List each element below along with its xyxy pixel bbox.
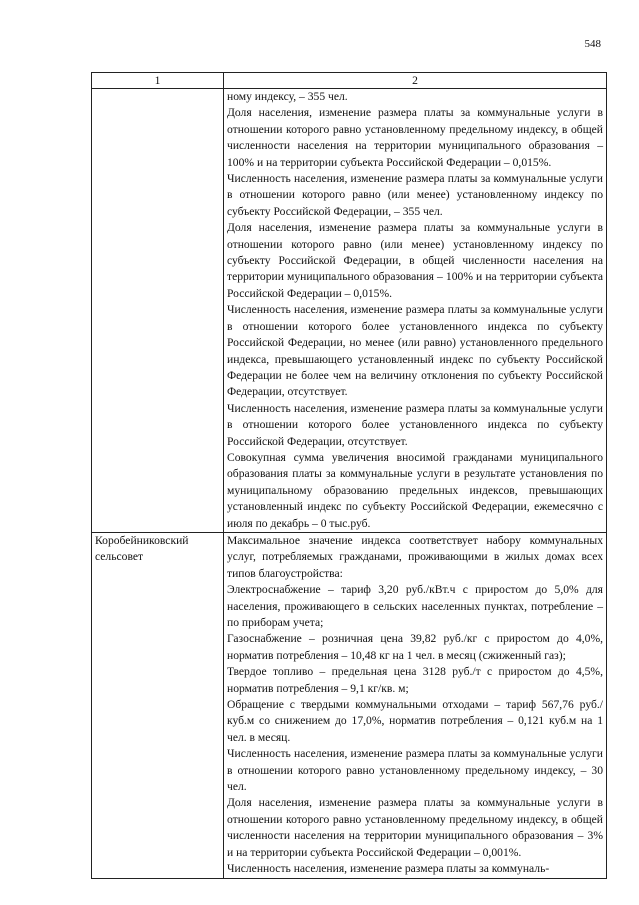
paragraph: Численность населения, изменение размера платы за коммунальные услуги в отношении которого более установленного индекса по субъекту Российской Федерации, но менее (или равно) установленного предельного индекса, превышающего установленный индекс по субъекту Российской Федерации не более чем на величину отклонения по субъекту Российской Федерации, отсутствует. xyxy=(227,303,603,399)
paragraph: Электроснабжение – тариф 3,20 руб./кВт.ч с приростом до 5,0% для населения, проживающего в сельских населенных пунктах, потребление – по приборам учета; xyxy=(227,583,603,629)
table-header-row xyxy=(92,73,607,89)
municipality-name-cell xyxy=(92,89,224,533)
paragraph: Доля населения, изменение размера платы за коммунальные услуги в отношении которого равно (или менее) установленному индексу по субъекту Российской Федерации, в общей численности населения на территории муниципального образования – 100% и на территории субъекта Российской Федерации – 0,015%. xyxy=(227,221,603,300)
paragraph: Совокупная сумма увеличения вносимой гражданами муниципального образования платы за коммунальные услуги в результате установления по муниципальному образованию предельных индексов, превышающих установленный индекс по субъекту Российской Федерации, ежемесячно с июля по декабрь – 0 тыс.руб. xyxy=(227,450,603,530)
table-row xyxy=(92,532,607,878)
paragraph: Максимальное значение индекса соответствует набору коммунальных услуг, потребляемых гражданами, проживающими в жилых домах всех типов благоустройства: xyxy=(227,533,603,580)
table-row xyxy=(92,89,607,533)
paragraph: Численность населения, изменение размера платы за коммуналь- xyxy=(227,862,550,876)
paragraph: ному индексу, – 355 чел. xyxy=(227,90,348,103)
tariff-table xyxy=(91,72,607,879)
column-header-2: 2 xyxy=(224,73,607,89)
page-number: 548 xyxy=(584,38,601,50)
indicators-cell xyxy=(224,532,607,878)
paragraph: Численность населения, изменение размера платы за коммунальные услуги в отношении которого равно (или менее) установленному индексу по субъекту Российской Федерации, – 355 чел. xyxy=(227,172,603,218)
paragraph: Газоснабжение – розничная цена 39,82 руб./кг с приростом до 4,0%, норматив потребления – 10,48 кг на 1 чел. в месяц (сжиженный газ); xyxy=(227,632,603,662)
column-header-1: 1 xyxy=(92,73,224,89)
paragraph: Твердое топливо – предельная цена 3128 руб./т с приростом до 4,5%, норматив потребления – 9,1 кг/кв. м; xyxy=(227,665,603,695)
paragraph: Доля населения, изменение размера платы за коммунальные услуги в отношении которого равно установленному предельному индексу, в общей численности населения на территории муниципального образования – 100% и на территории субъекта Российской Федерации – 0,015%. xyxy=(227,106,603,169)
municipality-name-cell: Коробейниковский сельсовет xyxy=(92,532,224,878)
paragraph: Численность населения, изменение размера платы за коммунальные услуги в отношении которого более установленного индекса по субъекту Российской Федерации, отсутствует. xyxy=(227,401,603,448)
paragraph: Численность населения, изменение размера платы за коммунальные услуги в отношении которого равно установленному предельному индексу, – 30 чел. xyxy=(227,747,603,794)
paragraph: Обращение с твердыми коммунальными отходами – тариф 567,76 руб./куб.м со снижением до 17,0%, норматив потребления – 0,121 куб.м на 1 чел. в месяц. xyxy=(227,698,603,744)
paragraph: Доля населения, изменение размера платы за коммунальные услуги в отношении которого равно установленному предельному индексу, в общей численности населения на территории муниципального образования – 3% и на территории субъекта Российской Федерации – 0,001%. xyxy=(227,796,603,859)
indicators-cell xyxy=(224,89,607,533)
